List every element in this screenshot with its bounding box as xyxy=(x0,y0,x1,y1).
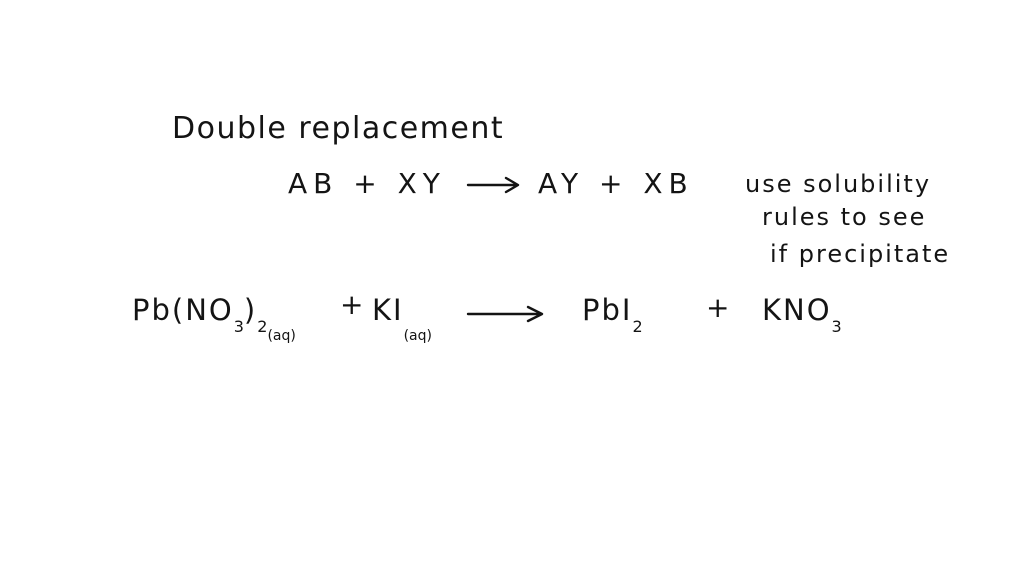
example-reaction-arrow xyxy=(466,305,546,323)
note-line-2: rules to see xyxy=(762,203,927,231)
potassium-nitrate-subscript: 3 xyxy=(831,317,842,336)
reactant-lead-nitrate-formula: Pb(NO xyxy=(132,293,234,327)
example-plus-2: + xyxy=(706,291,732,324)
note-line-1: use solubility xyxy=(745,170,932,198)
example-plus-1: + xyxy=(340,288,366,321)
general-products: AY + XB xyxy=(538,167,694,200)
reactant-potassium-iodide xyxy=(372,293,432,344)
lead-iodide-subscript: 2 xyxy=(632,317,643,336)
lead-nitrate-subscript: 2 xyxy=(257,317,268,336)
product-lead-iodide xyxy=(582,293,643,336)
reactant-potassium-iodide-formula: KI xyxy=(372,293,404,327)
note-line-3: if precipitate xyxy=(770,240,951,268)
product-lead-iodide-formula: PbI xyxy=(582,293,633,327)
title: Double replacement xyxy=(172,111,505,146)
general-reaction-arrow xyxy=(466,176,522,194)
lead-nitrate-state: (aq) xyxy=(267,328,296,344)
product-potassium-nitrate xyxy=(762,293,842,336)
general-reactants: AB + XY xyxy=(288,167,446,200)
product-potassium-nitrate-formula: KNO xyxy=(762,293,832,327)
potassium-iodide-state: (aq) xyxy=(403,328,432,344)
reactant-lead-nitrate-paren: ) xyxy=(243,293,258,327)
reactant-lead-nitrate xyxy=(132,293,296,344)
nitrate-subscript: 3 xyxy=(233,317,244,336)
